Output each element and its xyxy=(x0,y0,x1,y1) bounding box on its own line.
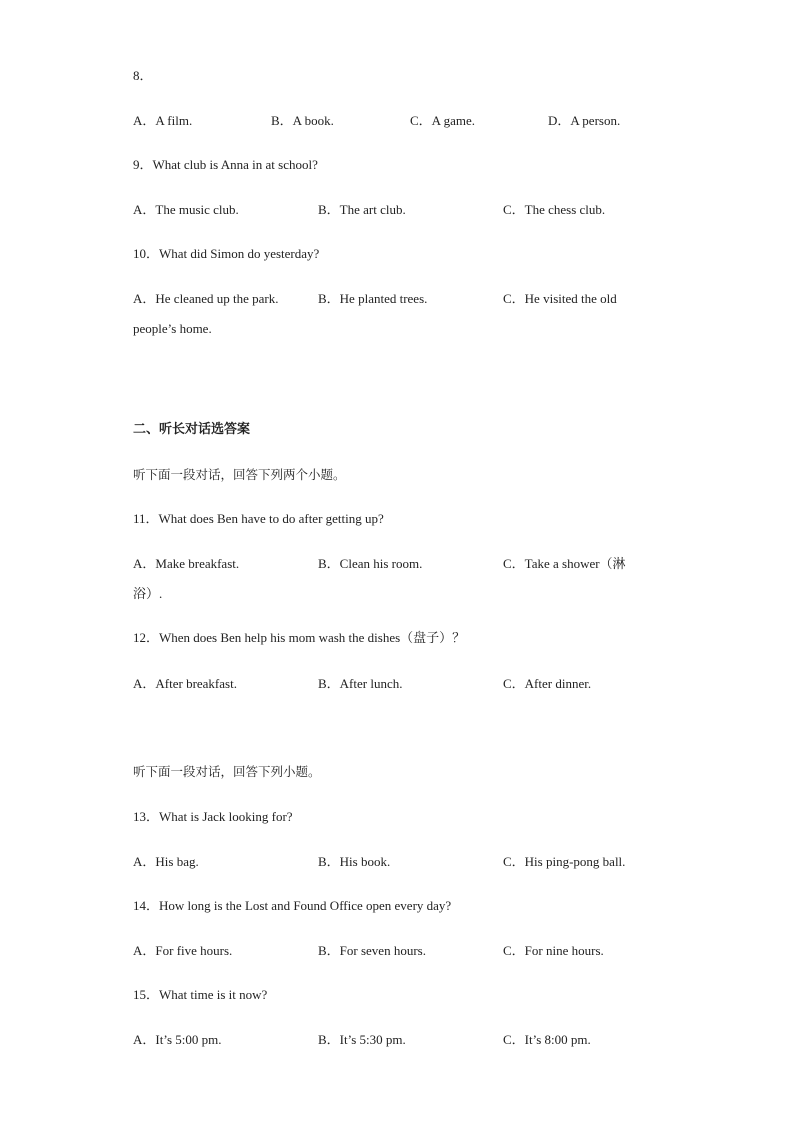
q12-option-a: A．After breakfast. xyxy=(133,676,237,691)
q10-option-a: A．He cleaned up the park. xyxy=(133,291,279,306)
q10-option-c: C．He visited the old xyxy=(503,291,617,306)
q14-option-b: B．For seven hours. xyxy=(318,943,426,958)
question-12-text: 12．When does Ben help his mom wash the dishes（盘子）？ xyxy=(133,630,466,645)
question-15-text: 15．What time is it now? xyxy=(133,987,268,1002)
q12-option-c: C．After dinner. xyxy=(503,676,592,691)
question-13-text: 13．What is Jack looking for? xyxy=(133,809,293,824)
question-8-number: 8． xyxy=(133,68,153,83)
q9-option-a: A．The music club. xyxy=(133,202,239,217)
q13-option-c: C．His ping-pong ball. xyxy=(503,854,626,869)
question-9-text: 9．What club is Anna in at school? xyxy=(133,157,318,172)
section-2-title: 二、听长对话选答案 xyxy=(133,422,251,437)
dialog-2-intro: 听下面一段对话，回答下列小题。 xyxy=(133,764,321,779)
dialog-1-intro: 听下面一段对话，回答下列两个小题。 xyxy=(133,467,346,482)
q9-option-c: C．The chess club. xyxy=(503,202,606,217)
q11-option-c: C．Take a shower（淋 xyxy=(503,556,626,571)
q10-option-c-continuation: people’s home. xyxy=(133,321,212,336)
q11-option-b: B．Clean his room. xyxy=(318,556,423,571)
q8-option-a: A．A film. xyxy=(133,113,193,128)
q10-option-b: B．He planted trees. xyxy=(318,291,428,306)
q15-option-b: B．It’s 5:30 pm. xyxy=(318,1032,406,1047)
q15-option-a: A．It’s 5:00 pm. xyxy=(133,1032,222,1047)
q14-option-a: A．For five hours. xyxy=(133,943,233,958)
q11-option-c-continuation: 浴）. xyxy=(133,586,163,601)
q15-option-c: C．It’s 8:00 pm. xyxy=(503,1032,591,1047)
question-11-text: 11．What does Ben have to do after getting up? xyxy=(133,511,384,526)
question-14-text: 14．How long is the Lost and Found Office open every day? xyxy=(133,898,452,913)
q8-option-c: C．A game. xyxy=(410,113,475,128)
q8-option-d: D．A person. xyxy=(548,113,621,128)
q14-option-c: C．For nine hours. xyxy=(503,943,604,958)
q11-option-a: A．Make breakfast. xyxy=(133,556,240,571)
q9-option-b: B．The art club. xyxy=(318,202,406,217)
q13-option-b: B．His book. xyxy=(318,854,391,869)
q8-option-b: B．A book. xyxy=(271,113,334,128)
q13-option-a: A．His bag. xyxy=(133,854,199,869)
question-10-text: 10．What did Simon do yesterday? xyxy=(133,246,320,261)
q12-option-b: B．After lunch. xyxy=(318,676,403,691)
